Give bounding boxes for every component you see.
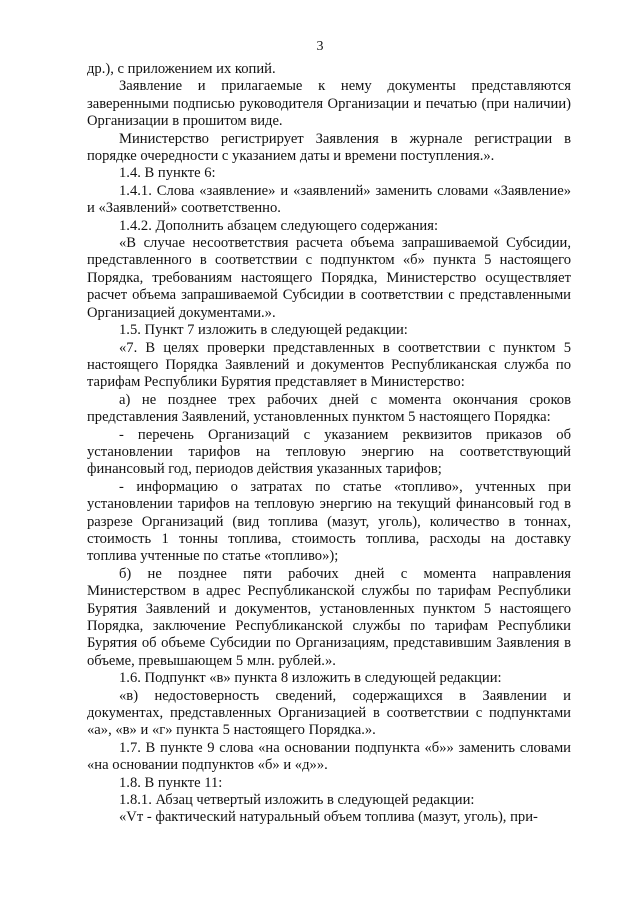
paragraph: 1.8. В пункте 11: xyxy=(119,774,223,791)
paragraph: др.), с приложением их копий. xyxy=(87,61,276,77)
paragraph: «7. В целях проверки представленных в соответствии с пунктом 5 настоящего Порядка Заявлений и документов Республиканская служба по тарифам Республики Бурятия представляет в Министерство: xyxy=(87,339,571,391)
paragraph: а) не позднее трех рабочих дней с момента окончания сроков представления Заявлений, установленных пунктом 5 настоящего Порядка: xyxy=(87,391,571,426)
paragraph: «Vт - фактический натуральный объем топлива (мазут, уголь), при- xyxy=(119,809,538,826)
paragraph: «В случае несоответствия расчета объема запрашиваемой Субсидии, представленного в соответствии с подпунктом «б» пункта 5 настоящего Порядка, требованиям настоящего Порядка, Министерство осуществляет расчет объема запрашиваемой Субсидии в соответствии с представленными Организацией документами.». xyxy=(87,235,571,321)
paragraph: 1.4. В пункте 6: xyxy=(119,165,216,182)
paragraph: 1.4.2. Дополнить абзацем следующего содержания: xyxy=(119,217,439,234)
paragraph: 1.7. В пункте 9 слова «на основании подпункта «б»» заменить словами «на основании подпунктов «б» и «д»». xyxy=(87,739,571,774)
paragraph: - перечень Организаций с указанием реквизитов приказов об установлении тарифов на тепловую энергию на соответствующий финансовый год, периодов действия указанных тарифов; xyxy=(87,426,571,478)
document-body xyxy=(87,61,571,827)
paragraph: «в) недостоверность сведений, содержащихся в Заявлении и документах, представленных Организацией в соответствии с подпунктами «а», «в» и «г» пункта 5 настоящего Порядка.». xyxy=(87,687,571,739)
paragraph: б) не позднее пяти рабочих дней с момента направления Министерством в адрес Республиканской службы по тарифам Республики Бурятия Заявлений и документов, установленных пунктом 5 настоящего Порядка, заключение Республиканской службы по тарифам Республики Бурятия об объеме Субсидии по Организациям, представившим Заявления в объеме, превышающем 5 млн. рублей.». xyxy=(87,565,571,669)
paragraph: Заявление и прилагаемые к нему документы представляются заверенными подписью руководителя Организации и печатью (при наличии) Организации в прошитом виде. xyxy=(87,78,571,130)
paragraph: 1.4.1. Слова «заявление» и «заявлений» заменить словами «Заявление» и «Заявлений» соответственно. xyxy=(87,182,571,217)
paragraph: 1.8.1. Абзац четвертый изложить в следующей редакции: xyxy=(119,792,475,809)
paragraph: - информацию о затратах по статье «топливо», учтенных при установлении тарифов на тепловую энергию на текущий финансовый год в разрезе Организаций (вид топлива (мазут, уголь), количество в тоннах, стоимость 1 тонны топлива, стоимость топлива, расходы на доставку топлива учтенные по статье «топливо»); xyxy=(87,478,571,565)
paragraph: 1.5. Пункт 7 изложить в следующей редакции: xyxy=(119,322,408,339)
paragraph: Министерство регистрирует Заявления в журнале регистрации в порядке очередности с указанием даты и времени поступления.». xyxy=(87,130,571,165)
page-number: 3 xyxy=(316,39,324,54)
paragraph: 1.6. Подпункт «в» пункта 8 изложить в следующей редакции: xyxy=(119,670,502,687)
